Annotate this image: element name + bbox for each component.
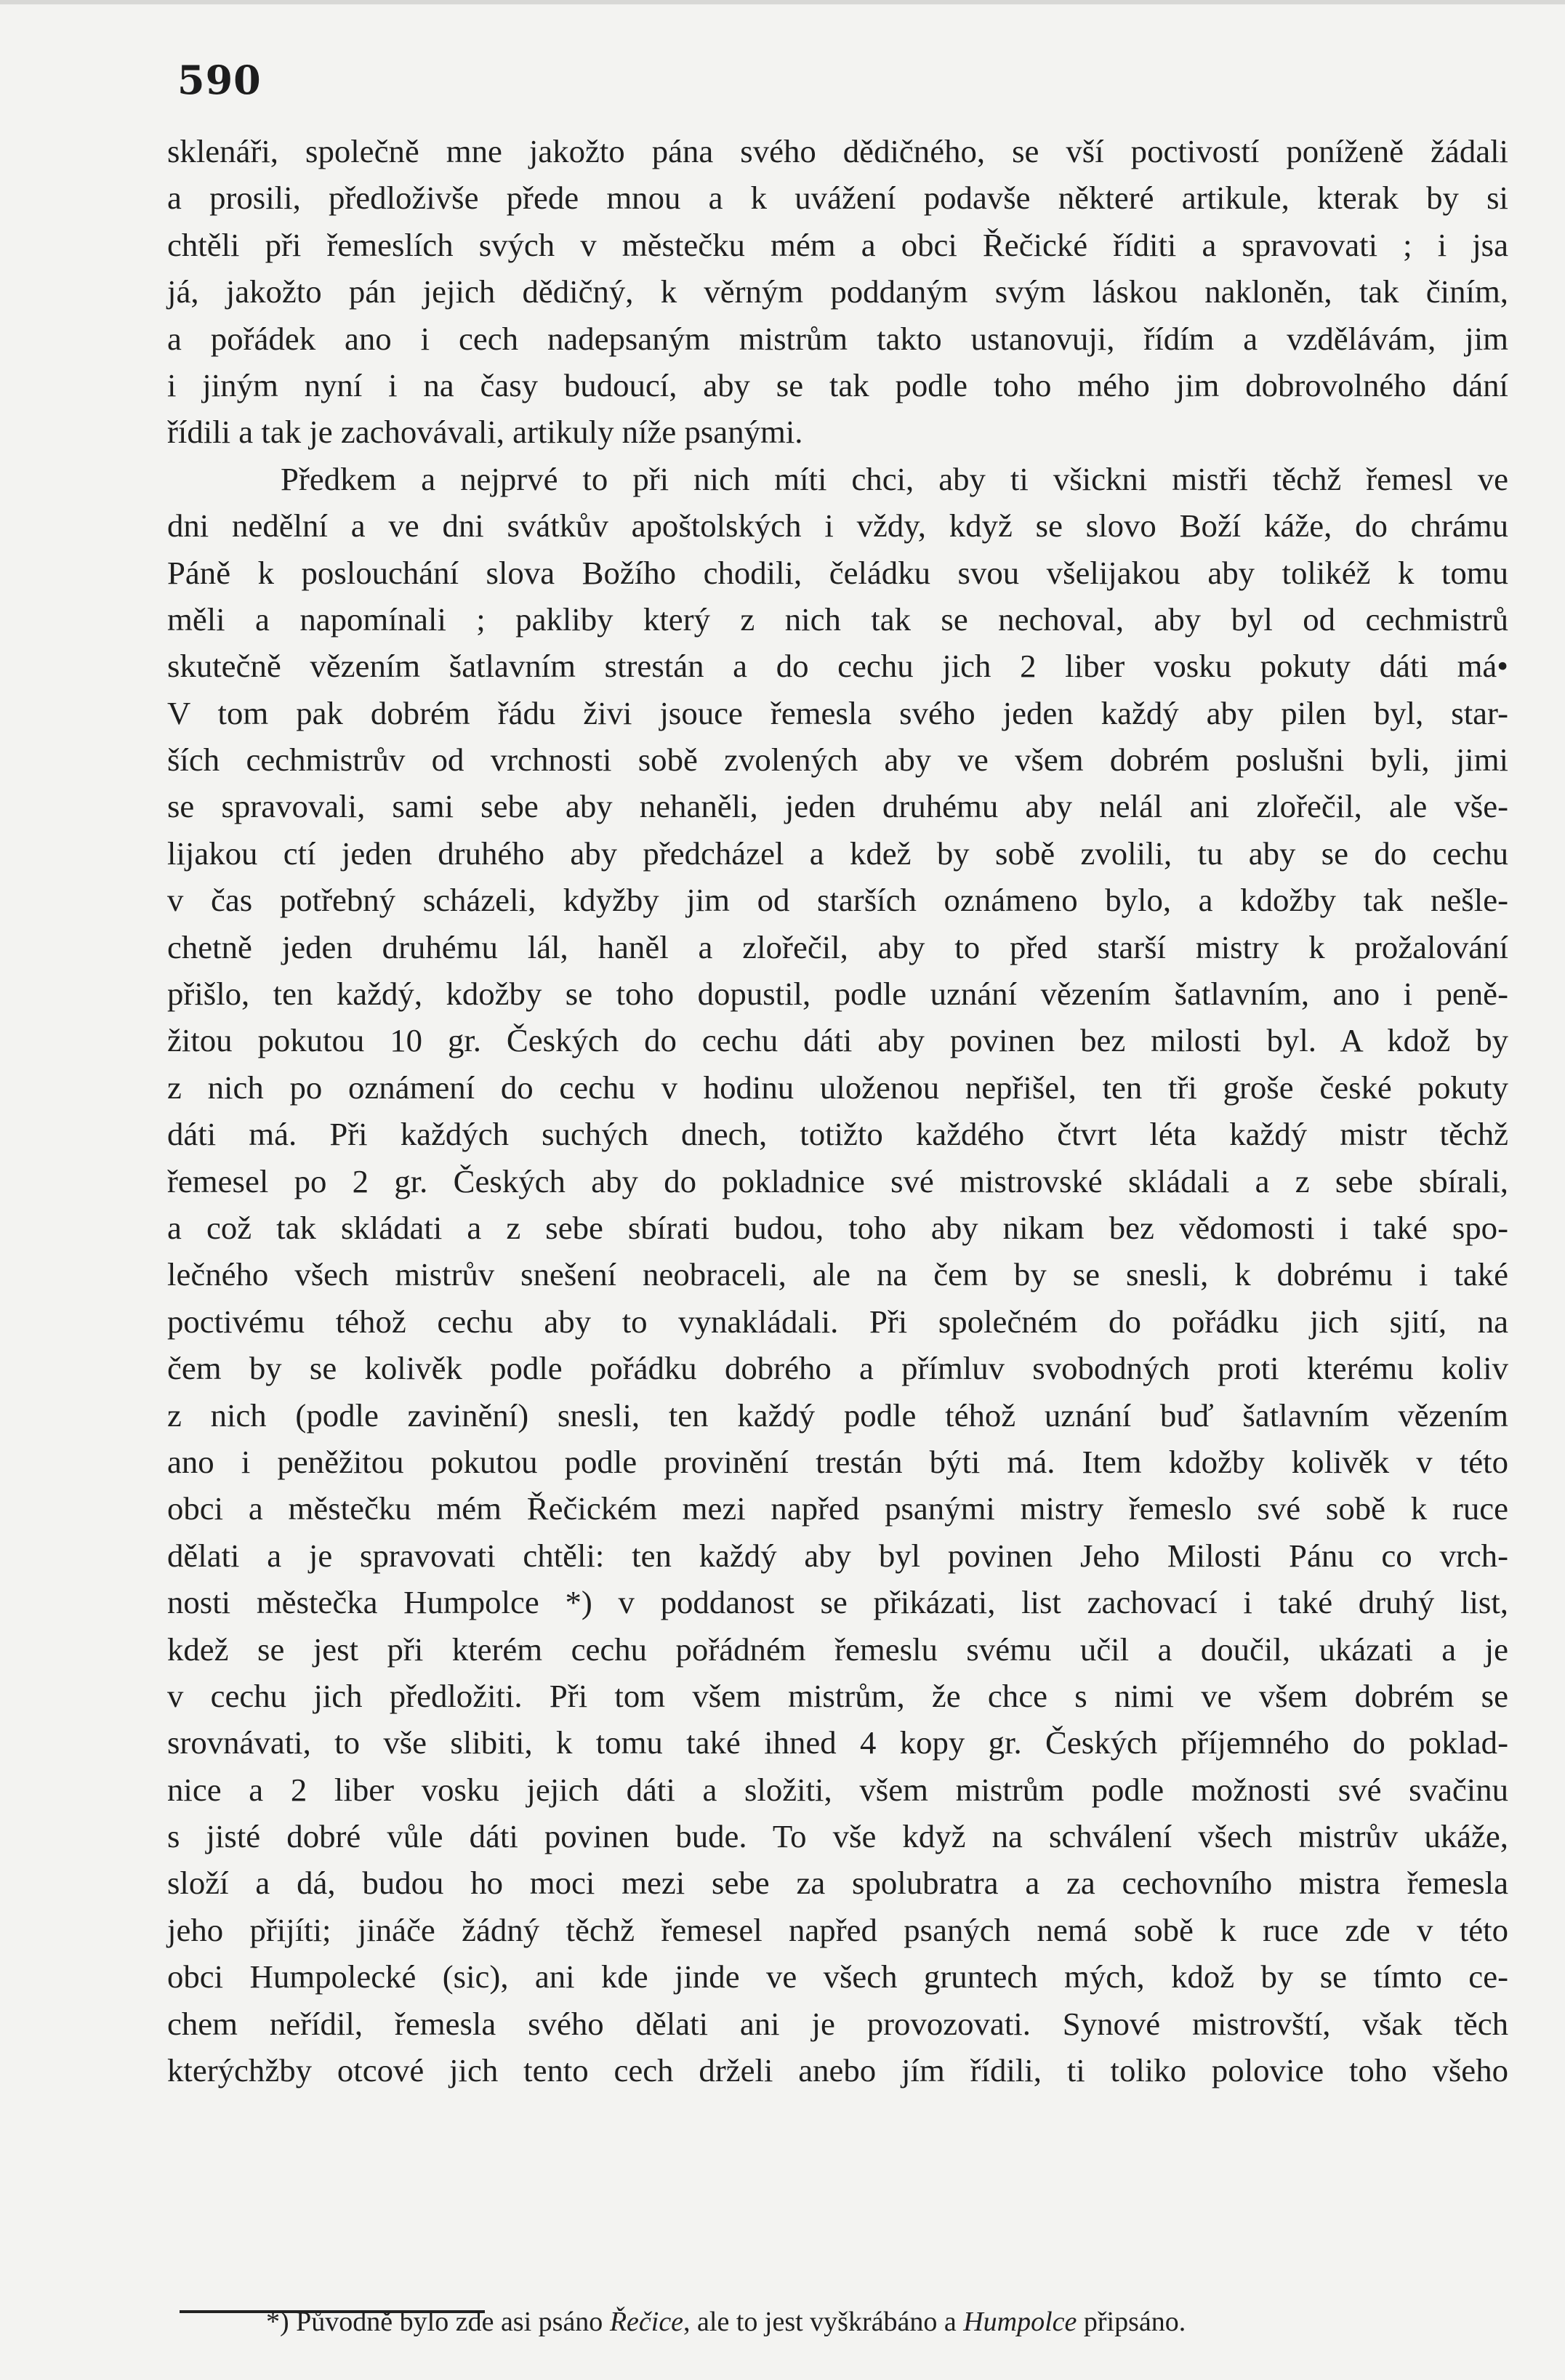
body-text	[167, 128, 1508, 2094]
text-line: a pořádek ano i cech nadepsaným mistrům takto ustanovuji, řídím a vzdělávám, jim	[167, 320, 1508, 357]
text-line: lijakou ctí jeden druhého aby předcházel a kdež by sobě zvolili, tu aby se do cechu	[167, 835, 1508, 872]
text-line: v čas potřebný scházeli, kdyžby jim od starších oznámeno bylo, a kdožby tak nešle-	[167, 882, 1508, 919]
text-line: dělati a je spravovati chtěli: ten každý aby byl povinen Jeho Milosti Pánu co vrch-	[167, 1537, 1508, 1574]
text-line: poctivému téhož cechu aby to vynakládali. Při společném do pořádku jich sjití, na	[167, 1303, 1508, 1340]
text-line: skutečně vězením šatlavním strestán a do cechu jich 2 liber vosku pokuty dáti má•	[167, 648, 1508, 685]
footnote-prefix: *) Původně bylo zde asi psáno	[266, 2307, 610, 2337]
text-line: chetně jeden druhému lál, haněl a zlořečil, aby to před starší mistry k prožalování	[167, 928, 1508, 965]
footnote-suffix: připsáno.	[1077, 2307, 1186, 2337]
text-line: v cechu jich předložiti. Při tom všem mistrům, že chce s nimi ve všem dobrém se	[167, 1677, 1508, 1714]
text-line: já, jakožto pán jejich dědičný, k věrným poddaným svým láskou nakloněn, tak činím,	[167, 273, 1508, 310]
text-line: obci Humpolecké (sic), ani kde jinde ve všech gruntech mých, kdož by se tímto ce-	[167, 1958, 1508, 1995]
text-line: a prosili, předloživše přede mnou a k uvážení podavše některé artikule, kterak by si	[167, 180, 1508, 217]
paragraph-2	[167, 456, 1508, 2094]
text-line: obci a městečku mém Řečickém mezi napřed psanými mistry řemeslo své sobě k ruce	[167, 1490, 1508, 1527]
footnote-middle: , ale to jest vyškrábáno a	[683, 2307, 964, 2337]
text-line: chtěli při řemeslích svých v městečku mém a obci Řečické říditi a spravovati ; i jsa	[167, 226, 1508, 263]
text-line: řemesel po 2 gr. Českých aby do pokladnice své mistrovské skládali a z sebe sbírali,	[167, 1162, 1508, 1199]
text-line: se spravovali, sami sebe aby nehaněli, jeden druhému aby nelál ani zlořečil, ale vše-	[167, 788, 1508, 825]
text-line: srovnávati, to vše slibiti, k tomu také ihned 4 kopy gr. Českých příjemného do poklad-	[167, 1724, 1508, 1761]
text-line: Předkem a nejprvé to při nich míti chci, aby ti všickni mistři těchž řemesl ve	[281, 460, 1508, 497]
text-line: ších cechmistrův od vrchnosti sobě zvolených aby ve všem dobrém poslušni byli, jimi	[167, 741, 1508, 779]
text-line: kterýchžby otcové jich tento cech drželi anebo jím řídili, ti toliko polovice toho všeho	[167, 2052, 1508, 2089]
text-line: složí a dá, budou ho moci mezi sebe za spolubratra a za cechovního mistra řemesla	[167, 1865, 1508, 1902]
text-line: chem neřídil, řemesla svého dělati ani je provozovati. Synové mistrovští, však těch	[167, 2005, 1508, 2042]
text-line: nice a 2 liber vosku jejich dáti a složiti, všem mistrům podle možnosti své svačinu	[167, 1771, 1508, 1808]
text-line: dni nedělní a ve dni svátkův apoštolských i vždy, když se slovo Boží káže, do chrámu	[167, 507, 1508, 544]
footnote	[266, 2306, 1186, 2338]
text-line: Páně k poslouchání slova Božího chodili, čeládku svou všelijakou aby tolikéž k tomu	[167, 554, 1508, 591]
text-line: a což tak skládati a z sebe sbírati budou, toho aby nikam bez vědomosti i také spo-	[167, 1209, 1508, 1246]
footnote-term-humpolce: Humpolce	[963, 2307, 1077, 2337]
text-line: s jisté dobré vůle dáti povinen bude. To vše když na schválení všech mistrův ukáže,	[167, 1818, 1508, 1855]
text-line: čem by se kolivěk podle pořádku dobrého a přímluv svobodných proti kterému koliv	[167, 1350, 1508, 1387]
footnote-term-recice: Řečice	[609, 2307, 684, 2337]
text-line: měli a napomínali ; pakliby který z nich tak se nechoval, aby byl od cechmistrů	[167, 600, 1508, 638]
text-line: z nich (podle zavinění) snesli, ten každý podle téhož uznání buď šatlavním vězením	[167, 1396, 1508, 1434]
text-line: jeho přijíti; jináče žádný těchž řemesel napřed psaných nemá sobě k ruce zde v této	[167, 1911, 1508, 1948]
text-line: ano i peněžitou pokutou podle provinění trestán býti má. Item kdožby kolivěk v této	[167, 1443, 1508, 1480]
page-number: 590	[177, 57, 262, 103]
text-line: nosti městečka Humpolce *) v poddanost se přikázati, list zachovací i také druhý list,	[167, 1584, 1508, 1621]
text-line: kdež se jest při kterém cechu pořádném řemeslu svému učil a doučil, ukázati a je	[167, 1631, 1508, 1668]
paragraph-1	[167, 128, 1508, 456]
text-line: sklenáři, společně mne jakožto pána svého dědičného, se vší poctivostí poníženě žádali	[167, 133, 1508, 169]
text-line: lečného všech mistrův snešení neobraceli, ale na čem by se snesli, k dobrému i také	[167, 1256, 1508, 1293]
text-line: i jiným nyní i na časy budoucí, aby se tak podle toho mého jim dobrovolného dání	[167, 366, 1508, 403]
text-line: z nich po oznámení do cechu v hodinu uloženou nepřišel, ten tři groše české pokuty	[167, 1069, 1508, 1106]
text-line: přišlo, ten každý, kdožby se toho dopustil, podle uznání vězením šatlavním, ano i peně-	[167, 976, 1508, 1013]
text-line: řídili a tak je zachovávali, artikuly níže psanými.	[167, 414, 803, 451]
text-line: dáti má. Při každých suchých dnech, totižto každého čtvrt léta každý mistr těchž	[167, 1116, 1508, 1153]
text-line: V tom pak dobrém řádu živi jsouce řemesla svého jeden každý aby pilen byl, star-	[167, 694, 1508, 731]
text-line: žitou pokutou 10 gr. Českých do cechu dáti aby povinen bez milosti byl. A kdož by	[167, 1022, 1508, 1059]
